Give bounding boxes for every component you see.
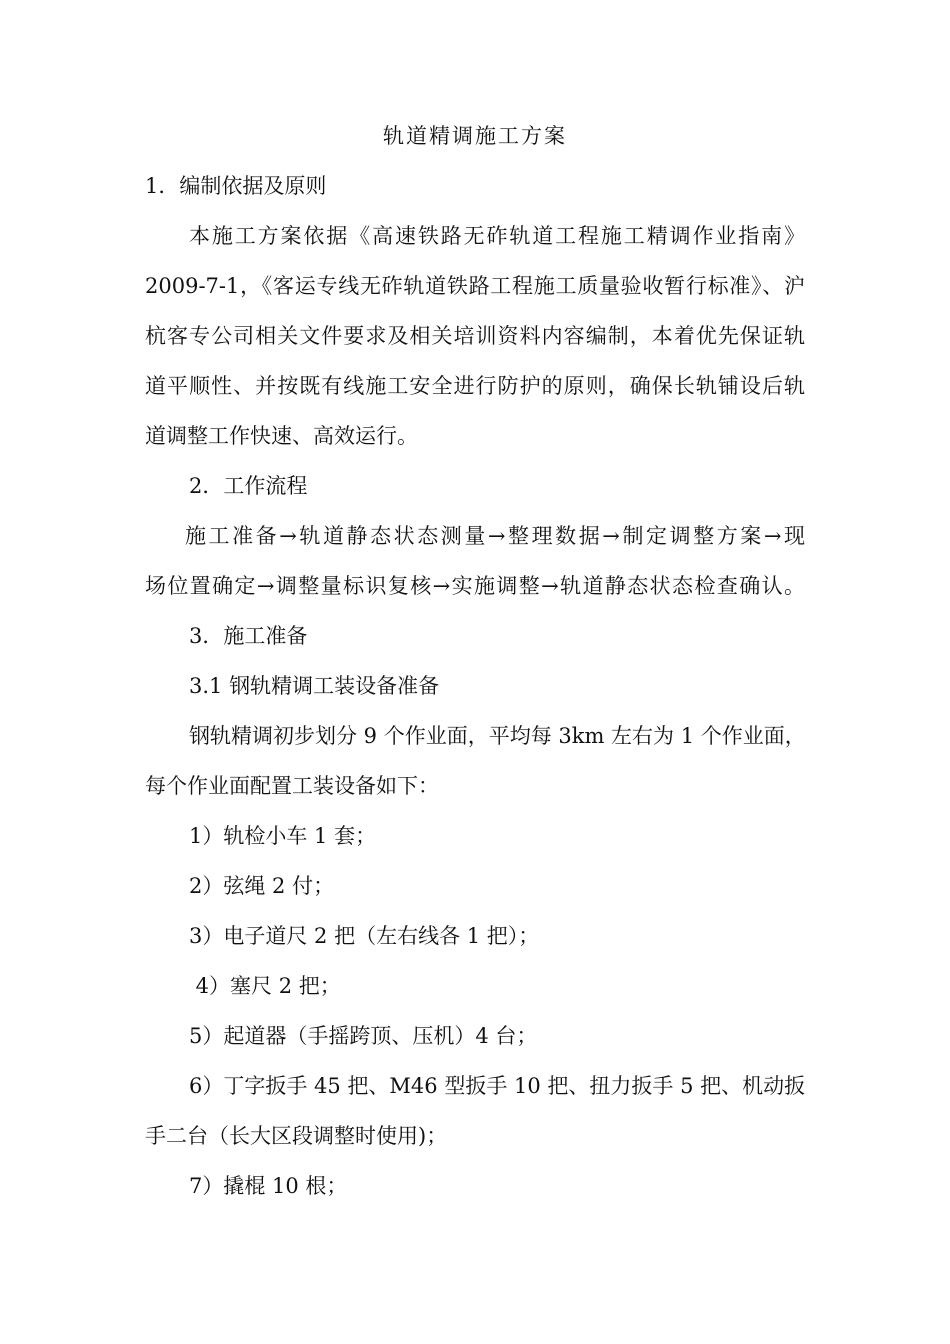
section-1-paragraph-line-5: 道调整工作快速、高效运行。 bbox=[145, 424, 418, 448]
equipment-list-item: 1）轨检小车 1 套； bbox=[189, 824, 377, 848]
equipment-list-item-continuation: 手二台（长大区段调整时使用)； bbox=[145, 1124, 448, 1148]
section-2-paragraph-line-1: 施工准备→轨道静态状态测量→整理数据→制定调整方案→现 bbox=[185, 524, 805, 548]
equipment-list-item: 2）弦绳 2 付； bbox=[189, 874, 335, 898]
section-3-1-heading: 3.1 钢轨精调工装设备准备 bbox=[189, 674, 440, 698]
equipment-list-item: 3）电子道尺 2 把（左右线各 1 把）； bbox=[189, 924, 540, 948]
section-3-1-paragraph-line-1: 钢轨精调初步划分 9 个作业面，平均每 3km 左右为 1 个作业面， bbox=[189, 724, 806, 748]
document-title: 轨道精调施工方案 bbox=[383, 124, 567, 148]
equipment-list-item: 4）塞尺 2 把； bbox=[189, 974, 341, 998]
section-1-heading: 1．编制依据及原则 bbox=[145, 174, 327, 198]
section-2-paragraph-line-2: 场位置确定→调整量标识复核→实施调整→轨道静态状态检查确认。 bbox=[145, 574, 805, 598]
section-3-1-paragraph-line-2: 每个作业面配置工装设备如下： bbox=[145, 774, 439, 798]
equipment-list-item: 6）丁字扳手 45 把、M46 型扳手 10 把、扭力扳手 5 把、机动扳 bbox=[189, 1074, 806, 1098]
section-2-heading: 2．工作流程 bbox=[189, 474, 308, 498]
section-1-paragraph-line-4: 道平顺性、并按既有线施工安全进行防护的原则，确保长轨铺设后轨 bbox=[145, 374, 805, 398]
section-1-paragraph-line-3: 杭客专公司相关文件要求及相关培训资料内容编制，本着优先保证轨 bbox=[145, 324, 805, 348]
equipment-list-item: 5）起道器（手摇跨顶、压机）4 台； bbox=[189, 1024, 538, 1048]
section-1-paragraph-line-2: 2009-7-1，《客运专线无砟轨道铁路工程施工质量验收暂行标准》、沪 bbox=[145, 274, 805, 298]
section-1-paragraph-line-1: 本施工方案依据《高速铁路无砟轨道工程施工精调作业指南》 bbox=[189, 224, 805, 248]
equipment-list-item: 7）撬棍 10 根； bbox=[189, 1174, 348, 1198]
section-3-heading: 3．施工准备 bbox=[189, 624, 308, 648]
